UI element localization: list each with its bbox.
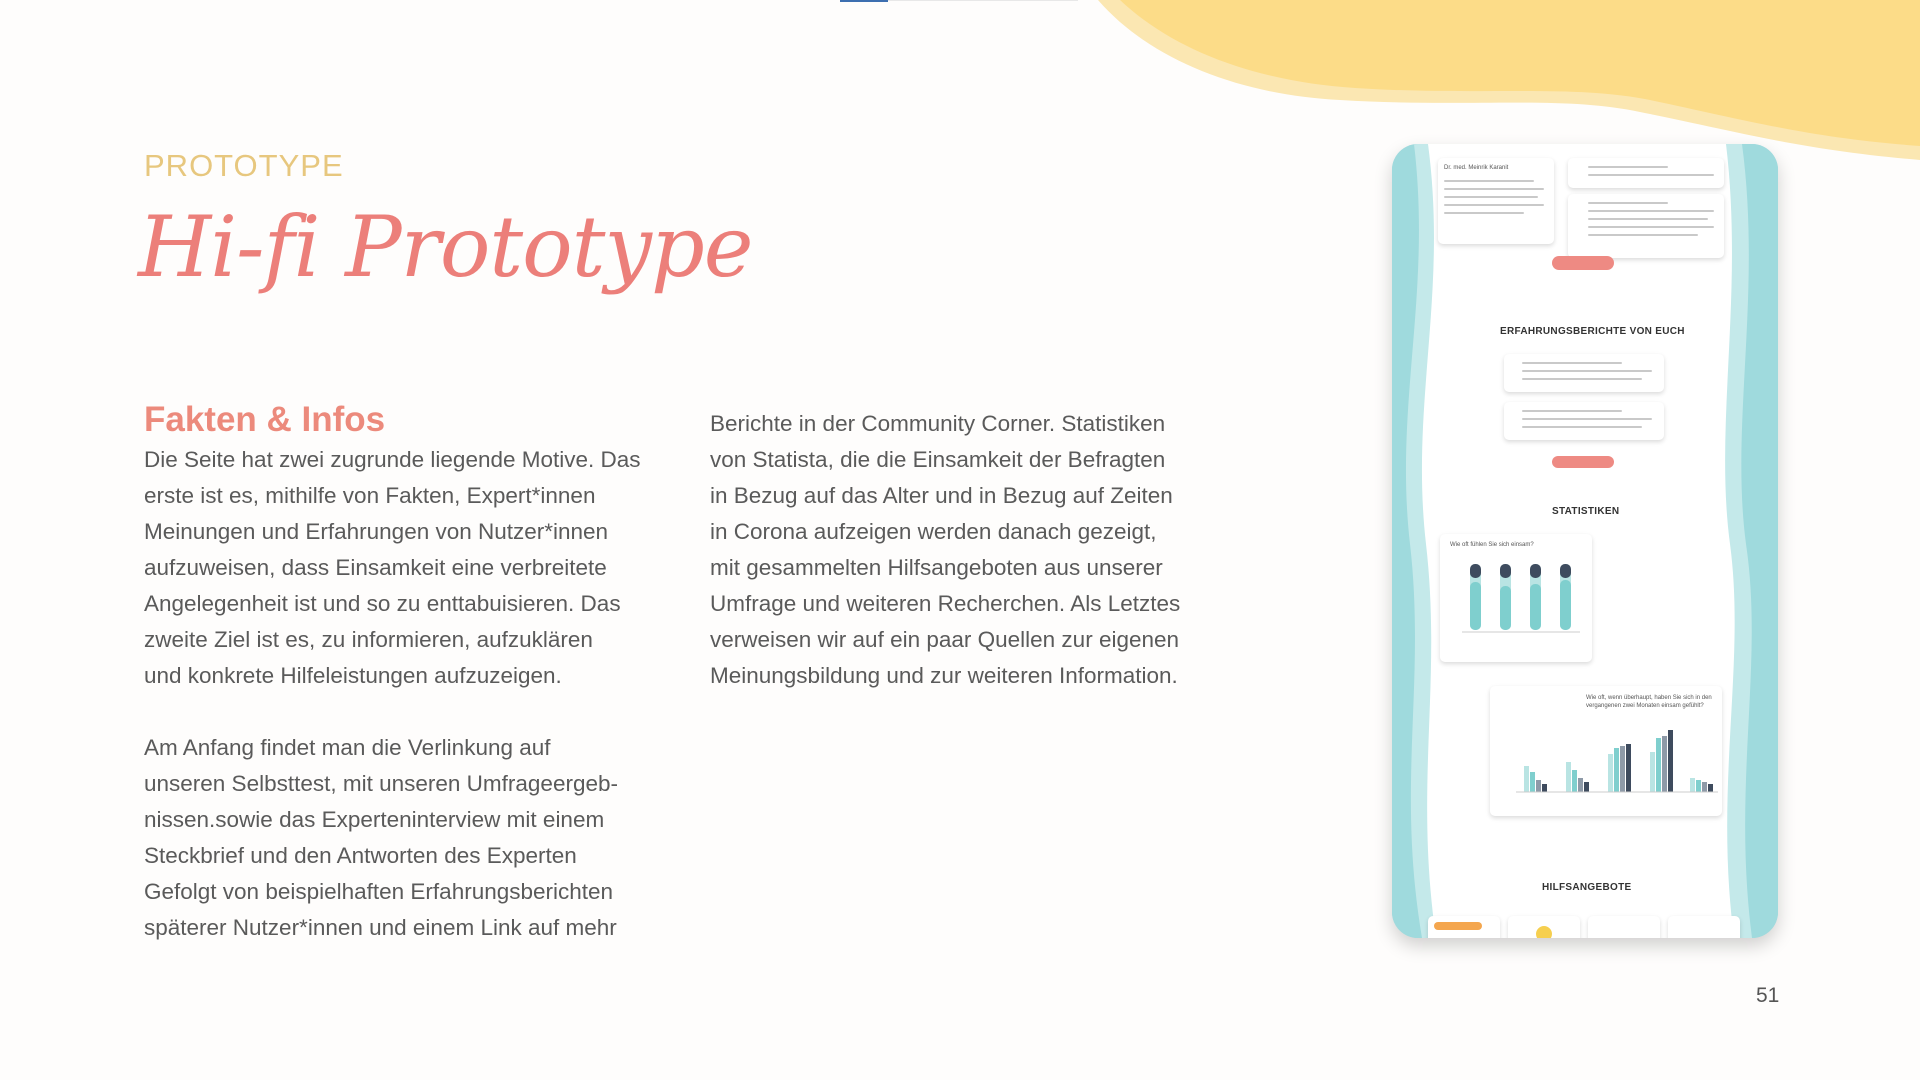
mock-text-line — [1444, 180, 1534, 182]
body-paragraph-2: Am Anfang findet man die Verlinkung auf unseren Selbsttest, mit unseren Umfrageergeb- nissen.sowie das Experteninterview mit einem Steckbrief und den Antworten des Experten Gefolgt von beispielhaften Erfahrungsberichten späterer Nutzer*innen und einem Link auf mehr — [144, 735, 618, 940]
mock-text-line — [1522, 362, 1622, 364]
mock-text-line — [1522, 418, 1652, 420]
mock-answer-card — [1568, 158, 1724, 188]
mock-text-line — [1522, 410, 1622, 412]
mock-section-help: HILFSANGEBOTE — [1542, 882, 1632, 893]
mock-chart2-title: Wie oft, wenn überhaupt, haben Sie sich in den vergangenen zwei Monaten einsam gefühlt? — [1586, 695, 1712, 709]
mock-more-reports-button — [1552, 456, 1614, 468]
mock-section-stats: STATISTIKEN — [1552, 506, 1620, 517]
mock-text-line — [1444, 204, 1544, 206]
mock-expert-card — [1438, 158, 1554, 244]
mock-text-line — [1588, 174, 1714, 176]
top-accent-line — [840, 0, 888, 2]
mock-text-line — [1522, 378, 1642, 380]
mock-text-line — [1588, 166, 1668, 168]
body-paragraph-3: Berichte in der Community Corner. Statistiken von Statista, die die Einsamkeit der Befragten in Bezug auf das Alter und in Bezug auf Zeiten in Corona aufzeigen werden danach gezeigt, mit gesammelten Hilfsangeboten aus unserer Umfrage und weiteren Recherchen. Als Letztes verweisen wir auf ein paar Quellen zur eigenen Meinungsbildung und zur weiteren Information. — [710, 411, 1181, 688]
slide-eyebrow: PROTOTYPE — [144, 148, 344, 183]
mock-text-line — [1588, 202, 1668, 204]
mock-answer-card — [1568, 194, 1724, 258]
mock-text-line — [1588, 210, 1714, 212]
phone-mockup — [1392, 144, 1778, 938]
mock-text-line — [1444, 196, 1538, 198]
mock-help-card — [1508, 916, 1580, 938]
mock-selftest-button — [1552, 256, 1614, 270]
mock-text-line — [1588, 234, 1698, 236]
mock-section-reports: ERFAHRUNGSBERICHTE VON EUCH — [1500, 326, 1685, 337]
slide-title: Hi-fi Prototype — [138, 198, 753, 296]
mock-help-card — [1588, 916, 1660, 938]
top-divider-line — [888, 0, 1078, 1]
mock-text-line — [1588, 218, 1708, 220]
mock-text-line — [1444, 188, 1544, 190]
mock-text-line — [1522, 426, 1642, 428]
mock-chart-2 — [1490, 686, 1722, 816]
mock-text-line — [1444, 212, 1524, 214]
mock-help-card — [1428, 916, 1500, 938]
mock-text-line — [1588, 226, 1714, 228]
mock-report-card — [1504, 354, 1664, 392]
mock-help-card — [1668, 916, 1740, 938]
mock-chart-card-2 — [1490, 686, 1722, 816]
page-number: 51 — [1756, 984, 1780, 1007]
mock-chart1-title: Wie oft fühlen Sie sich einsam? — [1450, 542, 1534, 548]
mock-expert-name: Dr. med. Meinrik Karanit — [1444, 165, 1509, 171]
mock-chart-card-1 — [1440, 534, 1592, 662]
mock-text-line — [1522, 370, 1652, 372]
mock-report-card — [1504, 402, 1664, 440]
mock-chart-1 — [1440, 534, 1592, 662]
body-paragraph-1: Die Seite hat zwei zugrunde liegende Motive. Das erste ist es, mithilfe von Fakten, Expert*innen Meinungen und Erfahrungen von Nutzer*innen aufzuweisen, dass Einsamkeit eine verbreitete Angelegenheit ist und so zu enttabuisieren. Das zweite Ziel ist es, zu informieren, aufzuklären und konkrete Hilfeleistungen aufzuzeigen. — [144, 447, 641, 688]
section-heading: Fakten & Infos — [144, 400, 386, 439]
